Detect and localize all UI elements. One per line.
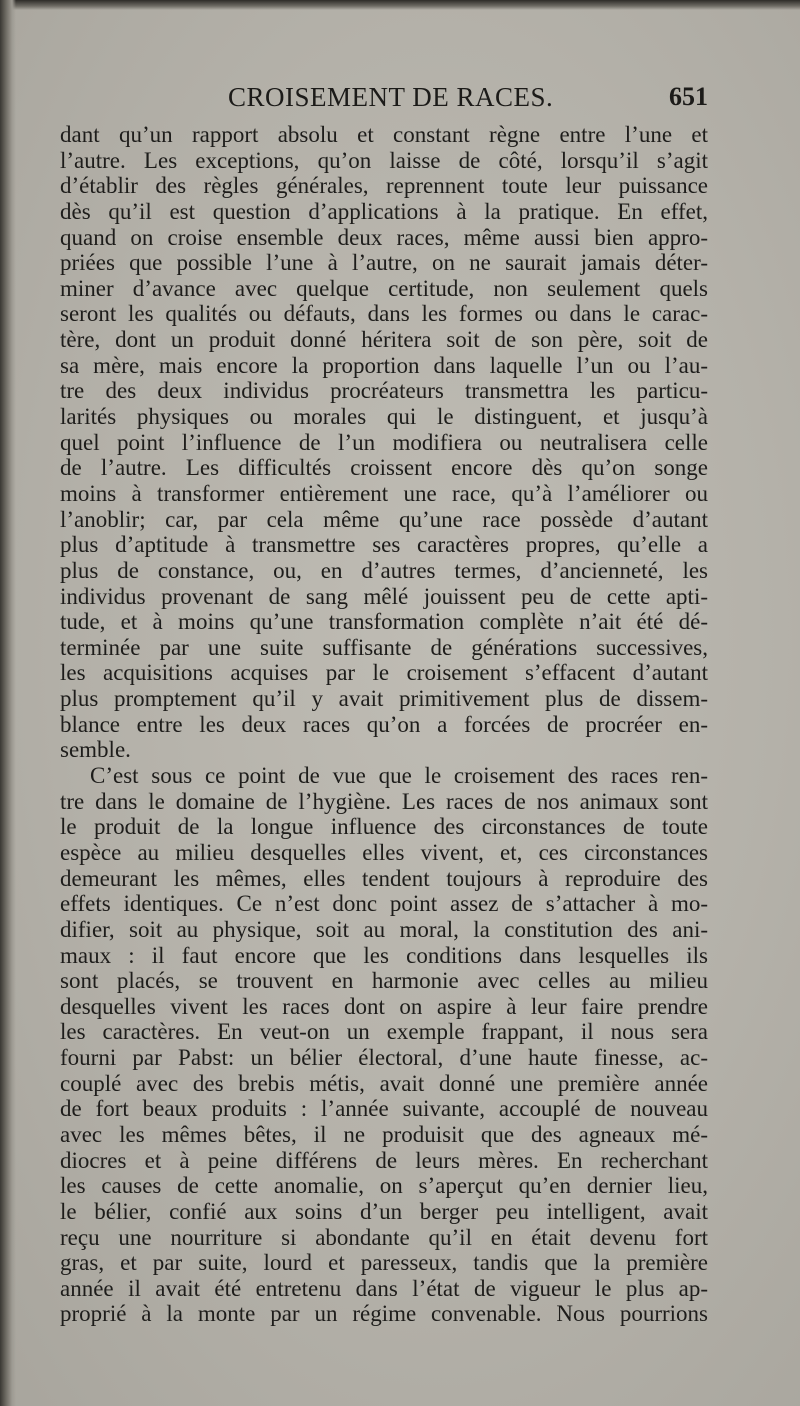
text-line: année il avait été entretenu dans l’état de vigueur le plus ap- [60, 1275, 708, 1301]
text-line: tre dans le domaine de l’hygiène. Les races de nos animaux sont [60, 788, 708, 814]
text-line: dant qu’un rapport absolu et constant règne entre l’une et [60, 122, 708, 147]
page-top-shadow [0, 0, 800, 10]
text-line: couplé avec des brebis métis, avait donné une première année [60, 1070, 708, 1096]
text-line: le produit de la longue influence des circonstances de toute [60, 814, 708, 840]
text-line: les caractères. En veut-on un exemple frappant, il nous sera [60, 1019, 708, 1045]
text-line: diocres et à peine différens de leurs mères. En recherchant [60, 1147, 708, 1173]
page-header [60, 82, 710, 122]
text-line: moins à transformer entièrement une race, qu’à l’améliorer ou [60, 480, 708, 506]
text-line: tère, dont un produit donné héritera soit de son père, soit de [60, 327, 708, 353]
text-line: l’autre. Les exceptions, qu’on laisse de côté, lorsqu’il s’agit [60, 147, 708, 173]
text-line: plus de constance, ou, en d’autres termes, d’ancienneté, les [60, 557, 708, 583]
body-text [60, 122, 708, 1327]
text-line: reçu une nourriture si abondante qu’il en était devenu fort [60, 1224, 708, 1250]
text-line: demeurant les mêmes, elles tendent toujours à reproduire des [60, 865, 708, 891]
text-line: difier, soit au physique, soit au moral, la constitution des ani- [60, 916, 708, 942]
text-line: tude, et à moins qu’une transformation complète n’ait été dé- [60, 609, 708, 635]
text-line: le bélier, confié aux soins d’un berger peu intelligent, avait [60, 1198, 708, 1224]
text-line: plus promptement qu’il y avait primitivement plus de dissem- [60, 686, 708, 712]
text-line: C’est sous ce point de vue que le croisement des races ren- [90, 763, 708, 789]
text-line: terminée par une suite suffisante de générations successives, [60, 634, 708, 660]
text-line: sa mère, mais encore la proportion dans laquelle l’un ou l’au- [60, 352, 708, 378]
text-line: sont placés, se trouvent en harmonie avec celles au milieu [60, 968, 708, 994]
text-line: espèce au milieu desquelles elles vivent, et, ces circonstances [60, 839, 708, 865]
text-line: proprié à la monte par un régime convenable. Nous pourrions [60, 1301, 708, 1327]
text-line: individus provenant de sang mêlé jouissent peu de cette apti- [60, 583, 708, 609]
text-line: seront les qualités ou défauts, dans les formes ou dans le carac- [60, 301, 708, 327]
text-line: les causes de cette anomalie, on s’aperçut qu’en dernier lieu, [60, 1173, 708, 1199]
text-line: quel point l’influence de l’un modifiera ou neutralisera celle [60, 429, 708, 455]
text-line: plus d’aptitude à transmettre ses caractères propres, qu’elle a [60, 532, 708, 558]
text-line: d’établir des règles générales, reprennent toute leur puissance [60, 173, 708, 199]
text-line: l’anoblir; car, par cela même qu’une race possède d’autant [60, 506, 708, 532]
text-line: fourni par Pabst: un bélier électoral, d’une haute finesse, ac- [60, 1045, 708, 1071]
text-line: maux : il faut encore que les conditions dans lesquelles ils [60, 942, 708, 968]
text-line: de fort beaux produits : l’année suivante, accouplé de nouveau [60, 1096, 708, 1122]
text-line: les acquisitions acquises par le croisement s’effacent d’autant [60, 660, 708, 686]
page-number: 651 [669, 82, 708, 111]
text-line: priées que possible l’une à l’autre, on ne saurait jamais déter- [60, 250, 708, 276]
running-title: CROISEMENT DE RACES. [228, 82, 554, 112]
text-line: semble. [60, 737, 131, 763]
text-line: miner d’avance avec quelque certitude, non seulement quels [60, 275, 708, 301]
text-line: effets identiques. Ce n’est donc point assez de s’attacher à mo- [60, 891, 708, 917]
text-line: larités physiques ou morales qui le distinguent, et jusqu’à [60, 404, 708, 430]
text-line: dès qu’il est question d’applications à la pratique. En effet, [60, 198, 708, 224]
text-line: gras, et par suite, lourd et paresseux, tandis que la première [60, 1250, 708, 1276]
text-line: avec les mêmes bêtes, il ne produisit que des agneaux mé- [60, 1121, 708, 1147]
text-line: quand on croise ensemble deux races, même aussi bien appro- [60, 224, 708, 250]
binding-shadow [0, 0, 16, 1406]
text-line: desquelles vivent les races dont on aspire à leur faire prendre [60, 993, 708, 1019]
text-line: blance entre les deux races qu’on a forcées de procréer en- [60, 711, 708, 737]
text-line: tre des deux individus procréateurs transmettra les particu- [60, 378, 708, 404]
text-line: de l’autre. Les difficultés croissent encore dès qu’on songe [60, 455, 708, 481]
